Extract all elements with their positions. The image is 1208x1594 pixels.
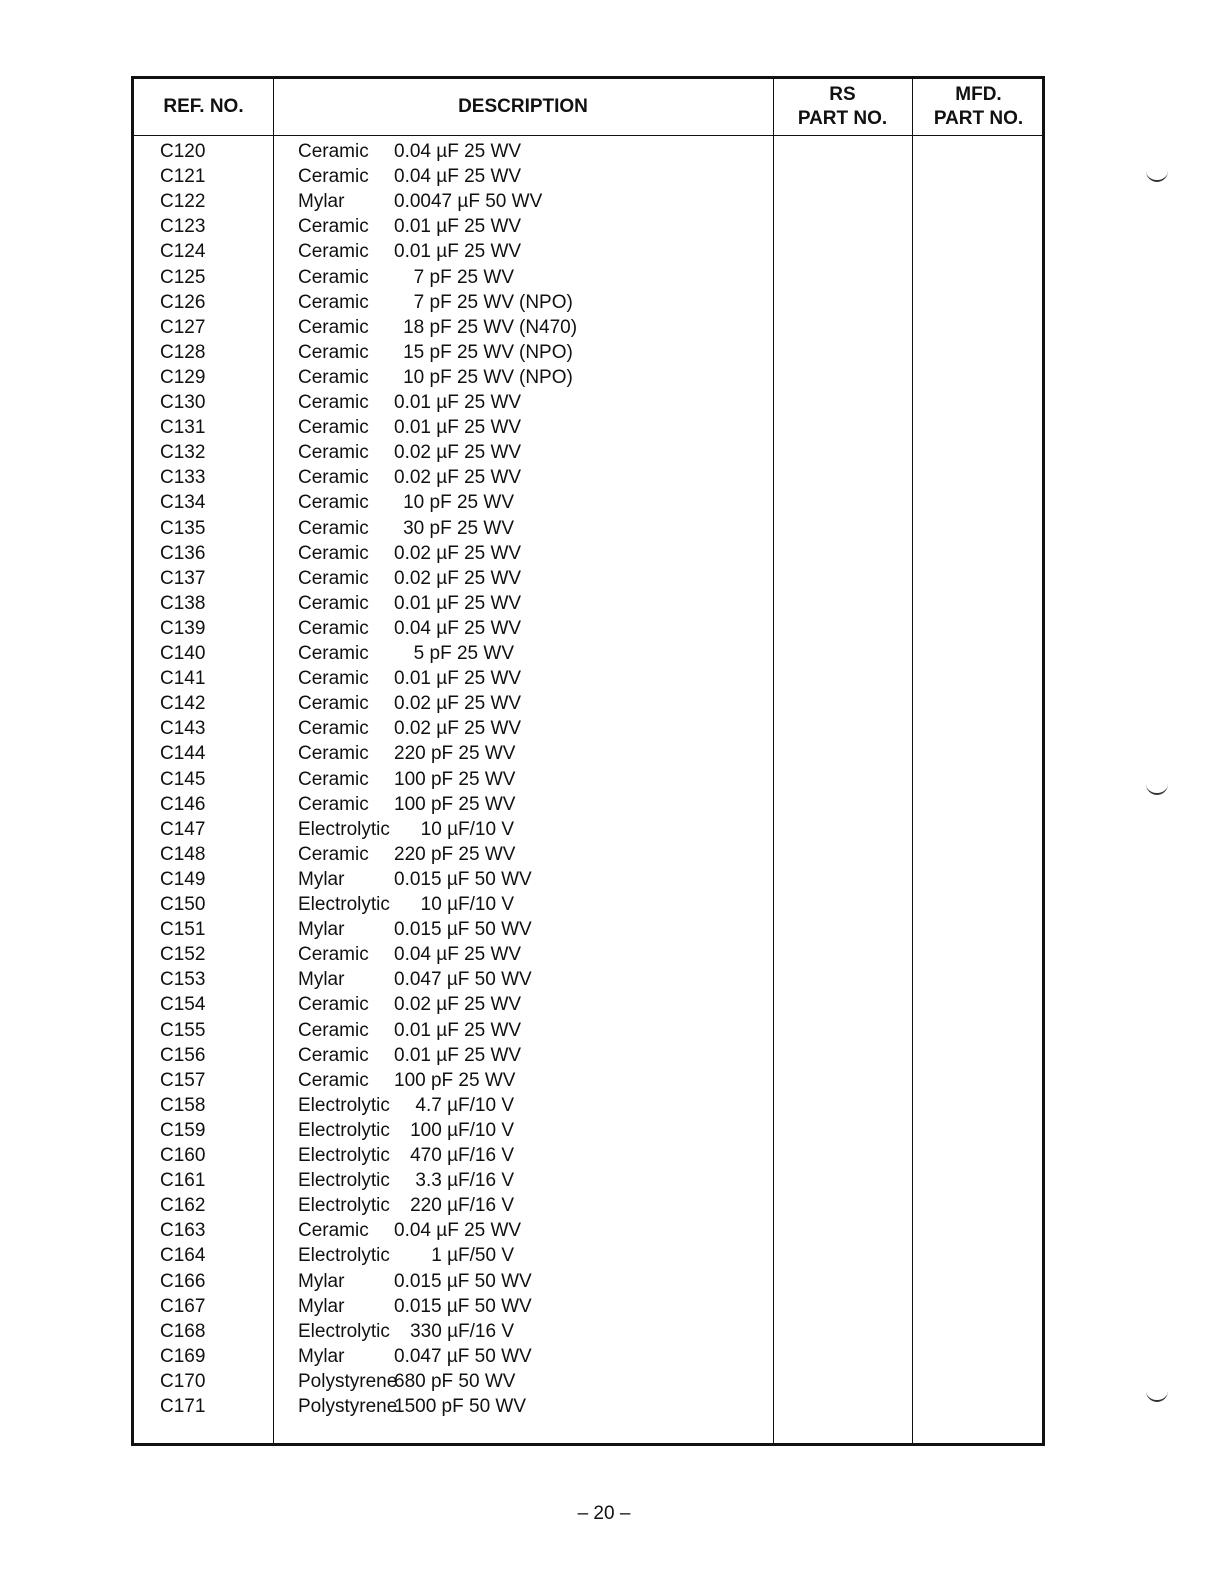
type-cell: Polystyrene <box>298 1396 398 1417</box>
value-cell: 0.01 µF 25 WV <box>394 668 522 690</box>
type-cell: Ceramic <box>298 743 369 765</box>
header-ref-no-label: REF. NO. <box>163 96 244 117</box>
table-row <box>134 967 1042 992</box>
ref-cell: C166 <box>160 1270 206 1292</box>
type-cell: Ceramic <box>298 467 369 489</box>
table-row <box>134 1344 1042 1369</box>
ref-cell: C124 <box>160 241 206 263</box>
value-cell: 0.047 µF 50 WV <box>394 1345 532 1367</box>
table-row <box>134 1369 1042 1394</box>
type-cell: Electrolytic <box>298 1195 390 1217</box>
type-cell: Ceramic <box>298 643 369 664</box>
ref-cell: C129 <box>160 366 206 388</box>
ref-cell: C121 <box>160 166 206 188</box>
ref-cell: C138 <box>160 592 206 614</box>
table-row <box>134 1269 1042 1294</box>
value-cell: 1500 pF 50 WV <box>394 1396 527 1417</box>
note-cell: (NPO) <box>519 291 573 313</box>
type-cell: Ceramic <box>298 492 369 514</box>
ref-cell: C131 <box>160 417 206 439</box>
table-row <box>134 541 1042 566</box>
note-cell: (NPO) <box>519 366 573 388</box>
value-cell: 100 pF 25 WV <box>394 1069 516 1091</box>
table-row <box>134 591 1042 616</box>
type-cell: Ceramic <box>298 592 369 614</box>
ref-cell: C168 <box>160 1320 206 1342</box>
table-row <box>134 716 1042 741</box>
ref-cell: C170 <box>160 1370 206 1392</box>
type-cell: Electrolytic <box>298 1119 390 1141</box>
type-cell: Ceramic <box>298 944 369 966</box>
ref-cell: C135 <box>160 517 206 539</box>
value-cell: 4.7 µF/10 V <box>415 1094 514 1116</box>
type-cell: Electrolytic <box>298 894 390 915</box>
header-mfd-line1: MFD. <box>955 84 1002 105</box>
value-cell: 0.02 µF 25 WV <box>394 467 522 489</box>
ref-cell: C158 <box>160 1094 206 1116</box>
header-mfd-line2: PART NO. <box>933 108 1024 129</box>
value-cell: 0.02 µF 25 WV <box>394 718 522 740</box>
ref-cell: C128 <box>160 341 206 363</box>
table-row <box>134 842 1042 867</box>
type-cell: Ceramic <box>298 316 369 338</box>
table-row <box>134 365 1042 390</box>
value-cell: 0.015 µF 50 WV <box>394 919 532 941</box>
value-cell: 470 µF/16 V <box>410 1145 514 1166</box>
value-cell: 0.02 µF 25 WV <box>394 567 522 589</box>
header-rs-line1: RS <box>829 84 856 105</box>
type-cell: Electrolytic <box>298 1320 390 1342</box>
value-cell: 0.01 µF 25 WV <box>394 392 522 413</box>
ref-cell: C156 <box>160 1044 206 1066</box>
ref-cell: C130 <box>160 392 206 413</box>
value-cell: 0.0047 µF 50 WV <box>394 191 543 213</box>
table-row <box>134 1093 1042 1118</box>
type-cell: Electrolytic <box>298 1145 390 1166</box>
header-mfd-part-no <box>912 83 1045 131</box>
value-cell: 100 µF/10 V <box>410 1119 514 1141</box>
value-cell: 0.02 µF 25 WV <box>394 693 522 715</box>
type-cell: Ceramic <box>298 793 369 815</box>
table-row <box>134 892 1042 917</box>
value-cell: 0.04 µF 25 WV <box>394 944 522 966</box>
page-number: – 20 – <box>577 1503 631 1524</box>
parts-table <box>131 76 1045 1446</box>
ref-cell: C155 <box>160 1019 206 1041</box>
value-cell: 100 pF 25 WV <box>394 793 516 815</box>
table-row <box>134 340 1042 365</box>
ref-cell: C146 <box>160 793 206 815</box>
table-row <box>134 139 1042 164</box>
value-cell: 680 pF 50 WV <box>394 1370 516 1392</box>
table-row <box>134 490 1042 515</box>
header-rs-part-no <box>773 83 912 131</box>
ref-cell: C139 <box>160 617 206 639</box>
ref-cell: C149 <box>160 868 206 890</box>
value-cell: 0.01 µF 25 WV <box>394 417 522 439</box>
type-cell: Ceramic <box>298 366 369 388</box>
ref-cell: C136 <box>160 542 206 564</box>
ref-cell: C141 <box>160 668 206 690</box>
header-divider <box>134 135 1042 136</box>
ref-cell: C160 <box>160 1145 206 1166</box>
ref-cell: C157 <box>160 1069 206 1091</box>
value-cell: 220 µF/16 V <box>410 1195 514 1217</box>
value-cell: 10 µF/10 V <box>420 894 514 915</box>
type-cell: Electrolytic <box>298 1094 390 1116</box>
value-cell: 0.01 µF 25 WV <box>394 216 522 238</box>
ref-cell: C144 <box>160 743 206 765</box>
table-row <box>134 1218 1042 1243</box>
type-cell: Ceramic <box>298 567 369 589</box>
type-cell: Mylar <box>298 191 345 213</box>
ref-cell: C169 <box>160 1345 206 1367</box>
table-row <box>134 992 1042 1017</box>
value-cell: 220 pF 25 WV <box>394 843 516 865</box>
type-cell: Ceramic <box>298 668 369 690</box>
type-cell: Electrolytic <box>298 1245 390 1267</box>
type-cell: Ceramic <box>298 693 369 715</box>
type-cell: Electrolytic <box>298 1170 390 1192</box>
ref-cell: C125 <box>160 266 206 288</box>
type-cell: Ceramic <box>298 843 369 865</box>
ref-cell: C145 <box>160 768 206 790</box>
table-row <box>134 1068 1042 1093</box>
table-row <box>134 817 1042 842</box>
ref-cell: C167 <box>160 1295 206 1317</box>
ref-cell: C127 <box>160 316 206 338</box>
type-cell: Mylar <box>298 1270 345 1292</box>
type-cell: Ceramic <box>298 1220 369 1242</box>
table-row <box>134 315 1042 340</box>
ref-cell: C120 <box>160 141 206 162</box>
table-row <box>134 691 1042 716</box>
ref-cell: C148 <box>160 843 206 865</box>
ref-cell: C123 <box>160 216 206 238</box>
type-cell: Ceramic <box>298 216 369 238</box>
type-cell: Ceramic <box>298 994 369 1016</box>
ref-cell: C140 <box>160 643 206 664</box>
type-cell: Mylar <box>298 1345 345 1367</box>
table-row <box>134 1018 1042 1043</box>
type-cell: Ceramic <box>298 517 369 539</box>
type-cell: Mylar <box>298 969 345 991</box>
value-cell: 10 pF 25 WV <box>403 492 514 514</box>
value-cell: 0.02 µF 25 WV <box>394 542 522 564</box>
table-row <box>134 1118 1042 1143</box>
value-cell: 220 pF 25 WV <box>394 743 516 765</box>
header-description <box>273 95 773 119</box>
table-row <box>134 265 1042 290</box>
value-cell: 7 pF 25 WV <box>413 291 514 313</box>
table-row <box>134 942 1042 967</box>
table-row <box>134 867 1042 892</box>
table-row <box>134 1043 1042 1068</box>
value-cell: 10 pF 25 WV <box>403 366 514 388</box>
value-cell: 0.01 µF 25 WV <box>394 1019 522 1041</box>
type-cell: Ceramic <box>298 1044 369 1066</box>
ref-cell: C164 <box>160 1245 206 1267</box>
table-row <box>134 440 1042 465</box>
table-row <box>134 189 1042 214</box>
table-row <box>134 616 1042 641</box>
value-cell: 330 µF/16 V <box>410 1320 514 1342</box>
value-cell: 15 pF 25 WV <box>403 341 514 363</box>
table-row <box>134 164 1042 189</box>
type-cell: Ceramic <box>298 392 369 413</box>
type-cell: Ceramic <box>298 291 369 313</box>
ref-cell: C132 <box>160 442 206 464</box>
ref-cell: C171 <box>160 1396 206 1417</box>
binder-hole-mark <box>1146 783 1168 795</box>
type-cell: Ceramic <box>298 141 369 162</box>
value-cell: 0.01 µF 25 WV <box>394 241 522 263</box>
table-row <box>134 1143 1042 1168</box>
value-cell: 0.04 µF 25 WV <box>394 1220 522 1242</box>
ref-cell: C150 <box>160 894 206 915</box>
value-cell: 0.015 µF 50 WV <box>394 868 532 890</box>
value-cell: 7 pF 25 WV <box>413 266 514 288</box>
value-cell: 0.015 µF 50 WV <box>394 1295 532 1317</box>
header-description-label: DESCRIPTION <box>458 96 588 117</box>
ref-cell: C152 <box>160 944 206 966</box>
ref-cell: C159 <box>160 1119 206 1141</box>
ref-cell: C154 <box>160 994 206 1016</box>
table-row <box>134 566 1042 591</box>
type-cell: Ceramic <box>298 442 369 464</box>
table-row <box>134 1243 1042 1268</box>
value-cell: 0.04 µF 25 WV <box>394 141 522 162</box>
table-row <box>134 415 1042 440</box>
value-cell: 3.3 µF/16 V <box>415 1170 514 1192</box>
ref-cell: C163 <box>160 1220 206 1242</box>
type-cell: Electrolytic <box>298 818 390 840</box>
header-ref-no <box>134 95 273 119</box>
type-cell: Ceramic <box>298 542 369 564</box>
type-cell: Ceramic <box>298 166 369 188</box>
table-row <box>134 1394 1042 1419</box>
note-cell: (NPO) <box>519 341 573 363</box>
ref-cell: C137 <box>160 567 206 589</box>
table-row <box>134 666 1042 691</box>
ref-cell: C134 <box>160 492 206 514</box>
table-row <box>134 239 1042 264</box>
value-cell: 1 µF/50 V <box>431 1245 514 1267</box>
table-row <box>134 465 1042 490</box>
value-cell: 0.01 µF 25 WV <box>394 1044 522 1066</box>
table-row <box>134 1294 1042 1319</box>
table-row <box>134 767 1042 792</box>
table-row <box>134 792 1042 817</box>
table-row <box>134 917 1042 942</box>
type-cell: Ceramic <box>298 417 369 439</box>
table-row <box>134 290 1042 315</box>
value-cell: 0.015 µF 50 WV <box>394 1270 532 1292</box>
table-row <box>134 214 1042 239</box>
table-row <box>134 1319 1042 1344</box>
table-row <box>134 516 1042 541</box>
value-cell: 10 µF/10 V <box>420 818 514 840</box>
ref-cell: C133 <box>160 467 206 489</box>
ref-cell: C122 <box>160 191 206 213</box>
type-cell: Polystyrene <box>298 1370 398 1392</box>
value-cell: 18 pF 25 WV <box>403 316 514 338</box>
value-cell: 0.02 µF 25 WV <box>394 442 522 464</box>
ref-cell: C162 <box>160 1195 206 1217</box>
value-cell: 0.02 µF 25 WV <box>394 994 522 1016</box>
value-cell: 0.01 µF 25 WV <box>394 592 522 614</box>
value-cell: 100 pF 25 WV <box>394 768 516 790</box>
value-cell: 0.04 µF 25 WV <box>394 166 522 188</box>
ref-cell: C153 <box>160 969 206 991</box>
table-row <box>134 1168 1042 1193</box>
binder-hole-mark <box>1146 1390 1168 1402</box>
ref-cell: C143 <box>160 718 206 740</box>
value-cell: 0.04 µF 25 WV <box>394 617 522 639</box>
type-cell: Mylar <box>298 1295 345 1317</box>
table-row <box>134 1193 1042 1218</box>
table-row <box>134 641 1042 666</box>
ref-cell: C142 <box>160 693 206 715</box>
type-cell: Ceramic <box>298 266 369 288</box>
type-cell: Ceramic <box>298 617 369 639</box>
value-cell: 5 pF 25 WV <box>413 643 514 664</box>
type-cell: Mylar <box>298 868 345 890</box>
value-cell: 30 pF 25 WV <box>403 517 514 539</box>
type-cell: Ceramic <box>298 768 369 790</box>
table-row <box>134 390 1042 415</box>
binder-hole-mark <box>1146 170 1168 182</box>
header-rs-line2: PART NO. <box>797 108 888 129</box>
type-cell: Ceramic <box>298 718 369 740</box>
ref-cell: C151 <box>160 919 206 941</box>
type-cell: Mylar <box>298 919 345 941</box>
type-cell: Ceramic <box>298 341 369 363</box>
value-cell: 0.047 µF 50 WV <box>394 969 532 991</box>
note-cell: (N470) <box>519 316 578 338</box>
type-cell: Ceramic <box>298 241 369 263</box>
table-row <box>134 741 1042 766</box>
type-cell: Ceramic <box>298 1019 369 1041</box>
ref-cell: C126 <box>160 291 206 313</box>
ref-cell: C161 <box>160 1170 206 1192</box>
type-cell: Ceramic <box>298 1069 369 1091</box>
ref-cell: C147 <box>160 818 206 840</box>
